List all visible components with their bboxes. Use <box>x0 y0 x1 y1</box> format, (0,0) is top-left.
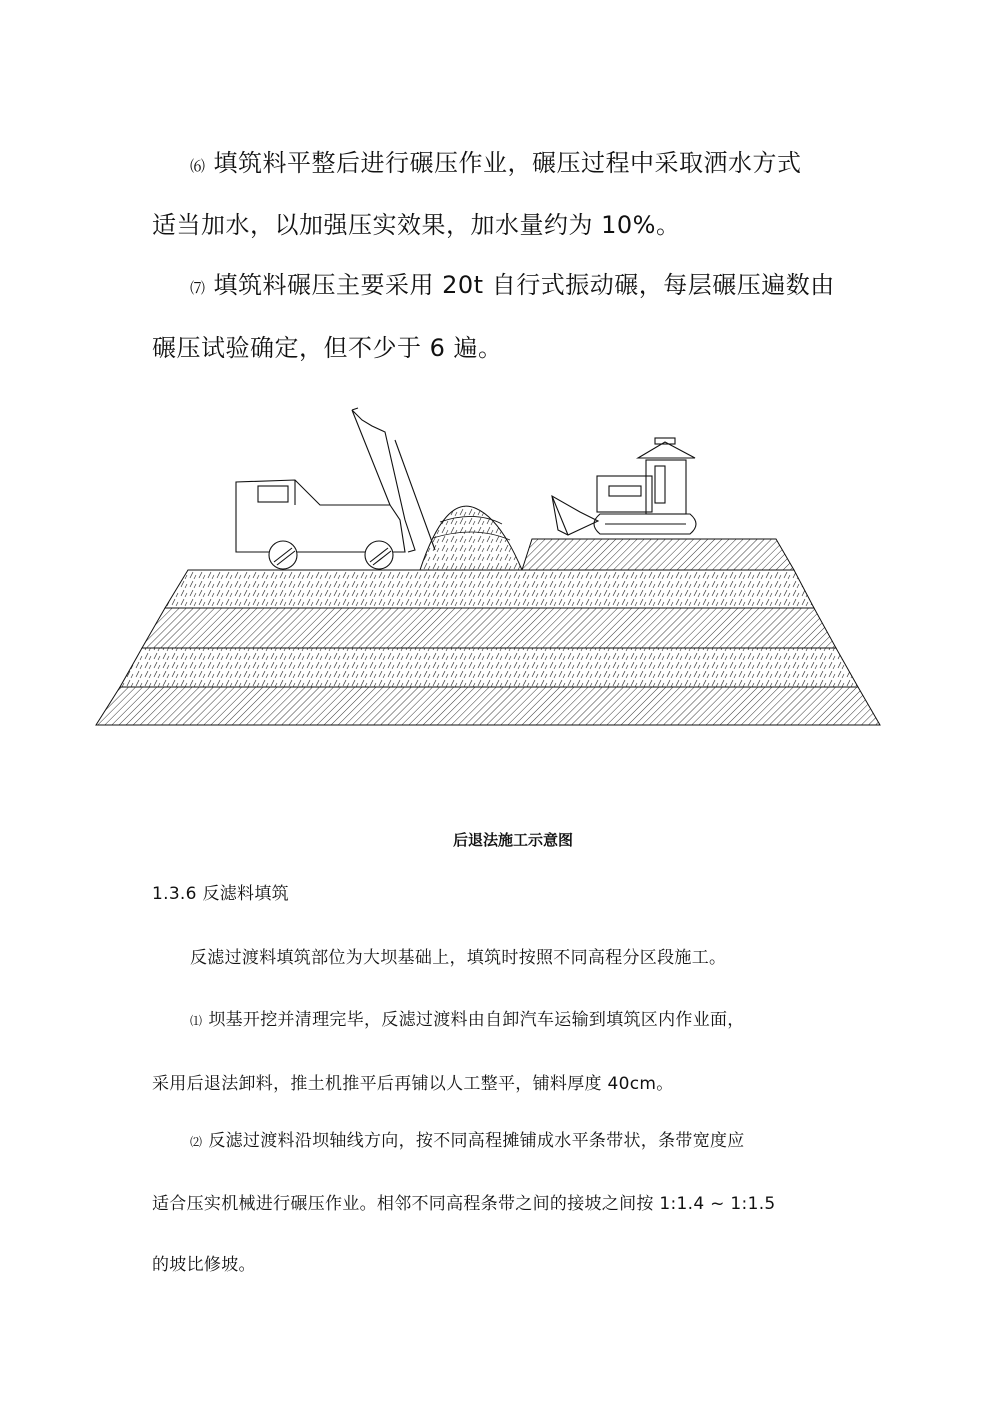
item-1-text: 坝基开挖并清理完毕，反滤过渡料由自卸汽车运输到填筑区内作业面， <box>208 1010 745 1030</box>
list-marker-6: ⑹ <box>190 157 206 175</box>
item-1-line-2: 采用后退法卸料，推土机推平后再铺以人工整平，铺料厚度 40cm。 <box>152 1074 674 1094</box>
item-2-text: 反滤过渡料沿坝轴线方向，按不同高程摊铺成水平条带状，条带宽度应 <box>208 1131 745 1151</box>
paragraph-6-text: 填筑料平整后进行碾压作业，碾压过程中采取洒水方式 <box>213 149 802 177</box>
material-pile <box>420 506 522 570</box>
section-heading: 1.3.6 反滤料填筑 <box>152 884 289 904</box>
figure-caption: 后退法施工示意图 <box>453 831 574 849</box>
roller-machine <box>552 438 696 535</box>
item-1-line-1 <box>190 1005 745 1030</box>
item-2-line-1 <box>190 1126 745 1151</box>
list-marker-2: ⑵ <box>190 1135 203 1149</box>
fill-layer-4 <box>165 570 814 608</box>
compacted-layer <box>522 539 794 570</box>
section-intro: 反滤过渡料填筑部位为大坝基础上，填筑时按照不同高程分区段施工。 <box>190 948 727 968</box>
paragraph-7-text: 填筑料碾压主要采用 20t 自行式振动碾，每层碾压遍数由 <box>213 271 835 299</box>
list-marker-7: ⑺ <box>190 279 206 297</box>
construction-diagram <box>90 400 890 740</box>
paragraph-6-line-2: 适当加水，以加强压实效果，加水量约为 10%。 <box>152 211 681 239</box>
item-2-line-3: 的坡比修坡。 <box>152 1255 256 1275</box>
fill-layer-3 <box>142 608 836 648</box>
paragraph-6-line-1 <box>190 143 802 178</box>
paragraph-7-line-2: 碾压试验确定，但不少于 6 遍。 <box>152 334 503 362</box>
paragraph-7-line-1 <box>190 265 835 300</box>
dump-truck <box>236 408 435 569</box>
fill-layer-2 <box>120 648 858 687</box>
list-marker-1: ⑴ <box>190 1014 203 1028</box>
fill-layer-1 <box>96 687 880 725</box>
item-2-line-2: 适合压实机械进行碾压作业。相邻不同高程条带之间的接坡之间按 1:1.4 ~ 1:1.5 <box>152 1194 776 1214</box>
